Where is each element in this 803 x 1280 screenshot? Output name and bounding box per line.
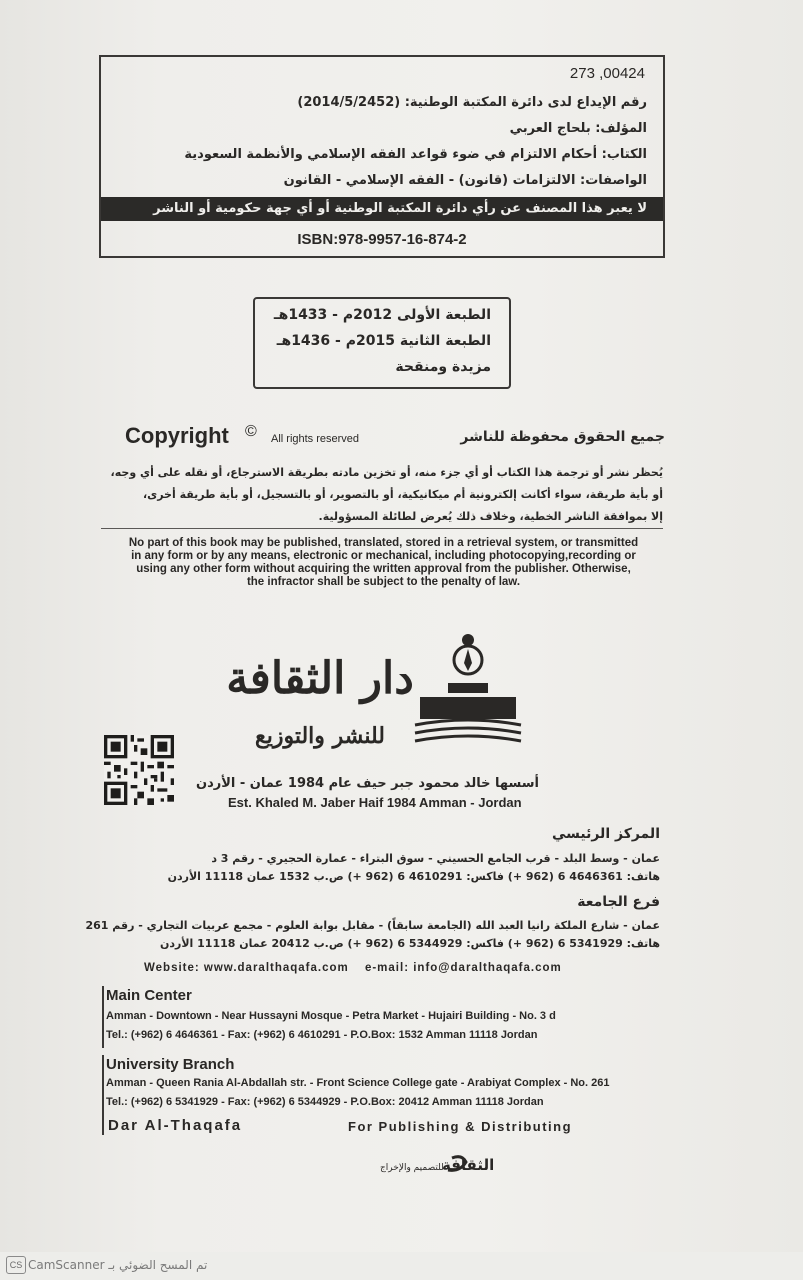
notice-ar-line1: يُحظر نشر أو ترجمة هذا الكتاب أو أي جزء منه، أو تخزين مادته بطريقة الاسترجاع، أو نقله على أي وجه، bbox=[110, 466, 663, 479]
main-center-en-line1: Amman - Downtown - Near Hussayni Mosque - Petra Market - Hujairi Building - No. 3 d bbox=[106, 1010, 556, 1022]
all-rights-reserved: All rights reserved bbox=[271, 433, 360, 445]
copyright-word: Copyright bbox=[125, 423, 229, 448]
branch-en-line1: Amman - Queen Rania Al-Abdallah str. - Front Science College gate - Arabiyat Complex - No. 261 bbox=[106, 1077, 610, 1089]
main-center-en-line2: Tel.: (+962) 6 4646361 - Fax: (+962) 6 4610291 - P.O.Box: 1532 Amman 11118 Jordan bbox=[106, 1029, 538, 1041]
design-logo bbox=[292, 1150, 495, 1180]
notice-en-line4: the infractor shall be subject to the penalty of law. bbox=[246, 576, 521, 588]
publisher-name-ar: دار الثقافة bbox=[226, 653, 414, 704]
notice-en-line2: in any form or by any means, electronic or mechanical, including photocopying,recording or bbox=[131, 550, 636, 562]
dar-banner-title: Dar Al-Thaqafa bbox=[108, 1117, 243, 1134]
design-logo-sub: للتصميم والإخراج bbox=[380, 1163, 444, 1173]
catalog-disclaimer: لا يعبر هذا المصنف عن رأي دائرة المكتبة الوطنية أو أي جهة حكومية أو الناشر bbox=[101, 197, 663, 221]
branch-en-line2: Tel.: (+962) 6 5341929 - Fax: (+962) 6 5344929 - P.O.Box: 20412 Amman 11118 Jordan bbox=[106, 1096, 544, 1108]
publisher-logo bbox=[220, 615, 540, 765]
copyright-line bbox=[125, 421, 665, 451]
edition-second: الطبعة الثانية 2015م - 1436هـ bbox=[276, 333, 491, 349]
copyright-symbol: © bbox=[245, 423, 257, 440]
main-center-ar-title: المركز الرئيسي bbox=[551, 826, 660, 842]
edition-box bbox=[253, 297, 511, 389]
qr-code bbox=[104, 734, 174, 806]
edition-first: الطبعة الأولى 2012م - 1433هـ bbox=[273, 307, 491, 323]
email-label: e-mail: bbox=[364, 962, 410, 974]
catalog-author: المؤلف: بلحاج العربي bbox=[509, 121, 647, 136]
dar-banner-subtitle: For Publishing & Distributing bbox=[348, 1119, 573, 1134]
divider bbox=[101, 528, 663, 529]
branch-ar-line1: عمان - شارع الملكة رانيا العبد الله (الجامعة سابقاً) - مقابل بوابة العلوم - مجمع عربيات التجاري - رقم 261 bbox=[85, 919, 660, 932]
branch-en-title: University Branch bbox=[106, 1056, 235, 1073]
copyright-arabic: جميع الحقوق محفوظة للناشر bbox=[460, 429, 665, 445]
email-link[interactable]: info@daralthaqafa.com bbox=[413, 962, 562, 974]
catalog-deposit: رقم الإيداع لدى دائرة المكتبة الوطنية: (2014/5/2452) bbox=[297, 95, 647, 110]
main-center-ar-line1: عمان - وسط البلد - قرب الجامع الحسيني - سوق البتراء - عمارة الحجيري - رقم 3 د bbox=[211, 852, 660, 865]
founder-ar: أسسها خالد محمود جبر حيف عام 1984 عمان - الأردن bbox=[195, 776, 539, 791]
notice-en-line1: No part of this book may be published, translated, stored in a retrieval system, or transmitted bbox=[128, 537, 639, 549]
website-link[interactable]: www.daralthaqafa.com bbox=[203, 962, 349, 974]
book-emblem-icon bbox=[415, 634, 521, 741]
website-label: Website: bbox=[144, 962, 200, 974]
branch-ar-line2: هاتف: 5341929 6 (962 +) فاكس: 5344929 6 (962 +) ص.ب 20412 عمان 11118 الأردن bbox=[159, 937, 660, 950]
branch-ar-title: فرع الجامعة bbox=[577, 894, 660, 910]
web-contact bbox=[144, 962, 562, 974]
notice-en-line3: using any other form without acquiring the written approval from the publisher. Otherwise, bbox=[136, 563, 631, 575]
catalog-title: الكتاب: أحكام الالتزام في ضوء قواعد الفقه الإسلامي والأنظمة السعودية bbox=[184, 147, 647, 162]
branch-bar bbox=[102, 1055, 104, 1135]
publisher-tagline-ar: للنشر والتوزيع bbox=[255, 723, 385, 749]
isbn: ISBN:978-9957-16-874-2 bbox=[297, 231, 467, 248]
camscanner-badge: CS bbox=[6, 1256, 26, 1274]
edition-revised: مزيدة ومنقحة bbox=[395, 359, 491, 375]
catalog-box bbox=[99, 55, 665, 258]
design-logo-name: الثقافة bbox=[442, 1156, 495, 1174]
notice-ar-line3: إلا بموافقة الناشر الخطية، وخلاف ذلك يُعرض لطائلة المسؤولية. bbox=[318, 510, 663, 523]
founder-en: Est. Khaled M. Jaber Haif 1984 Amman - Jordan bbox=[228, 795, 522, 810]
notice-ar-line2: أو بأية طريقة، سواء أكانت إلكترونية أم ميكانيكية، أو بالتصوير، أو بالتسجيل، أو بأية طريقة أخرى، bbox=[142, 488, 663, 501]
camscanner-text: تم المسح الضوئي بـ CamScanner bbox=[28, 1258, 208, 1272]
catalog-number: 273 ,00424 bbox=[569, 65, 645, 82]
main-center-en-title: Main Center bbox=[106, 987, 192, 1004]
main-center-ar-line2: هاتف: 4646361 6 (962 +) فاكس: 4610291 6 (962 +) ص.ب 1532 عمان 11118 الأردن bbox=[167, 870, 660, 883]
main-center-bar bbox=[102, 986, 104, 1048]
catalog-descriptors: الواصفات: الالتزامات (قانون) - الفقه الإسلامي - القانون bbox=[283, 173, 647, 188]
